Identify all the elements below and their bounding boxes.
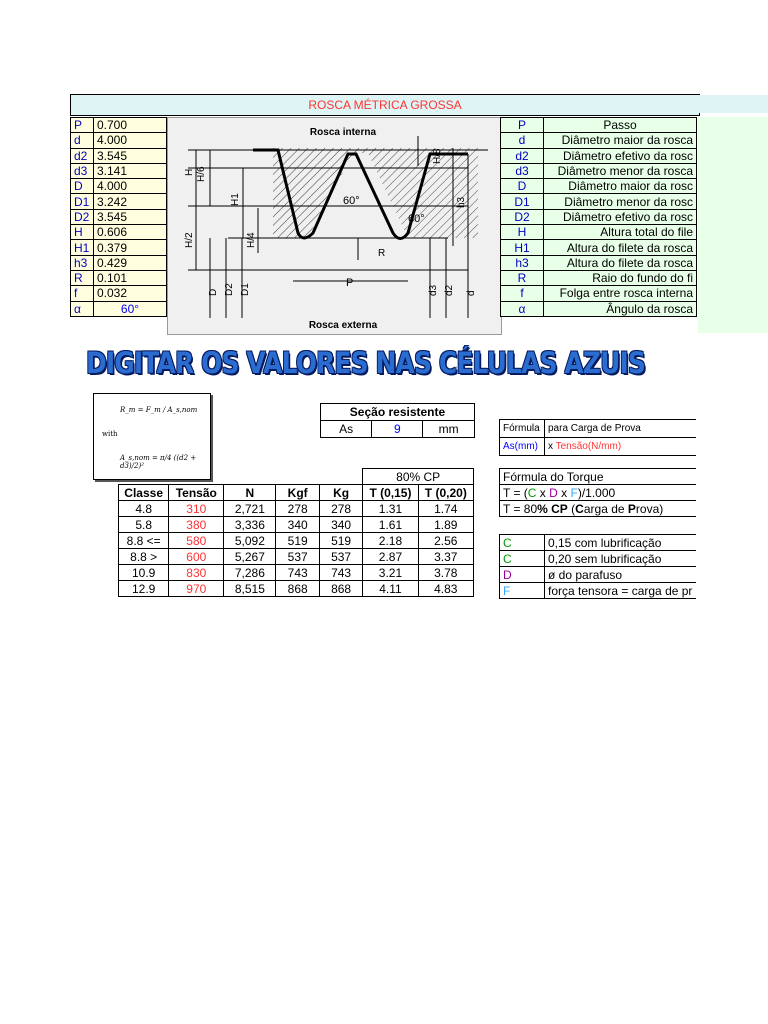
- table-cell: 519: [319, 533, 362, 549]
- table-cell: 5,267: [224, 549, 276, 565]
- table-cell: 10.9: [119, 565, 169, 581]
- dim-d2-label: d2: [444, 284, 455, 296]
- descriptions-table: [500, 117, 697, 317]
- param-value: 0.700: [94, 118, 167, 133]
- table-cell: 600: [169, 549, 224, 565]
- param-symbol: D2: [71, 209, 94, 224]
- formula-line-1: R_m = F_m / A_s,nom: [120, 406, 198, 414]
- angle-label: 60°: [343, 195, 360, 207]
- param-symbol: f: [71, 286, 94, 301]
- column-header: Classe: [119, 485, 169, 501]
- table-cell: 5,092: [224, 533, 276, 549]
- description-text: Diâmetro menor da rosca: [544, 163, 697, 178]
- table-cell: 5.8: [119, 517, 169, 533]
- param-row: [71, 118, 167, 133]
- param-symbol: D1: [71, 194, 94, 209]
- dim-H-label: H: [184, 168, 195, 176]
- class-table: [118, 468, 474, 597]
- descriptions-extension: [698, 117, 768, 333]
- table-row: [119, 501, 474, 517]
- description-text: Diâmetro efetivo da rosc: [544, 209, 697, 224]
- description-row: [501, 225, 697, 240]
- legend-row: [500, 535, 697, 551]
- table-cell: 1.74: [418, 501, 473, 517]
- legend-text: 0,15 com lubrificação: [545, 535, 697, 551]
- table-cell: 2.56: [418, 533, 473, 549]
- table-cell: 340: [319, 517, 362, 533]
- table-cell: 2.18: [363, 533, 418, 549]
- dim-D2-label: D2: [224, 283, 235, 296]
- column-header: Tensão: [169, 485, 224, 501]
- param-value: 4.000: [94, 179, 167, 194]
- table-cell: 4.8: [119, 501, 169, 517]
- description-symbol: d2: [501, 148, 544, 163]
- dim-D-label: D: [208, 288, 219, 296]
- table-cell: 2,721: [224, 501, 276, 517]
- table-cell: 868: [276, 581, 319, 597]
- torque-table: [499, 468, 696, 517]
- description-text: Altura do filete da rosca: [544, 255, 697, 270]
- table-row: [119, 581, 474, 597]
- param-symbol: α: [71, 301, 94, 316]
- description-row: [501, 118, 697, 133]
- param-value: 0.032: [94, 286, 167, 301]
- param-value: 0.379: [94, 240, 167, 255]
- table-cell: 278: [319, 501, 362, 517]
- table-cell: 1.89: [418, 517, 473, 533]
- legend-symbol: F: [500, 583, 545, 599]
- table-cell: 8.8 <=: [119, 533, 169, 549]
- torque-formula-1: T = (C x D x F)/1.000: [500, 485, 697, 501]
- torque-legend-table: [499, 534, 696, 599]
- description-row: [501, 301, 697, 316]
- dim-H6-label: H/6: [196, 166, 207, 182]
- column-header: T (0,20): [418, 485, 473, 501]
- cp-header: 80% CP: [363, 469, 474, 485]
- column-header: Kgf: [276, 485, 319, 501]
- table-cell: 8,515: [224, 581, 276, 597]
- column-header: T (0,15): [363, 485, 418, 501]
- description-text: Altura do filete da rosca: [544, 240, 697, 255]
- table-row: [119, 549, 474, 565]
- description-symbol: d3: [501, 163, 544, 178]
- legend-symbol: C: [500, 535, 545, 551]
- table-cell: 278: [276, 501, 319, 517]
- description-row: [501, 209, 697, 224]
- description-symbol: H1: [501, 240, 544, 255]
- description-row: [501, 148, 697, 163]
- param-symbol: H1: [71, 240, 94, 255]
- description-row: [501, 133, 697, 148]
- thread-diagram: [167, 117, 502, 335]
- dim-H1-label: H1: [230, 193, 241, 206]
- description-symbol: f: [501, 286, 544, 301]
- description-text: Diâmetro menor da rosc: [544, 194, 697, 209]
- table-cell: 1.31: [363, 501, 418, 517]
- legend-row: [500, 567, 697, 583]
- table-cell: 8.8 >: [119, 549, 169, 565]
- dim-H8-label: H/8: [432, 148, 443, 164]
- angle-label-2: 60°: [408, 213, 425, 225]
- secao-unit: mm: [423, 421, 475, 438]
- description-symbol: h3: [501, 255, 544, 270]
- table-cell: 830: [169, 565, 224, 581]
- description-symbol: H: [501, 225, 544, 240]
- description-symbol: R: [501, 270, 544, 285]
- table-cell: 2.87: [363, 549, 418, 565]
- instruction-headline: DIGITAR OS VALORES NAS CÉLULAS AZUIS: [86, 346, 646, 380]
- formula-image: [93, 393, 211, 480]
- description-row: [501, 163, 697, 178]
- param-symbol: h3: [71, 255, 94, 270]
- formula-with: with: [102, 430, 118, 438]
- table-cell: 537: [319, 549, 362, 565]
- param-value: 3.545: [94, 209, 167, 224]
- param-row: [71, 286, 167, 301]
- dim-H4-label: H/4: [246, 232, 257, 248]
- param-value[interactable]: 60°: [94, 301, 167, 316]
- description-symbol: P: [501, 118, 544, 133]
- legend-text: 0,20 sem lubrificação: [545, 551, 697, 567]
- table-cell: 868: [319, 581, 362, 597]
- description-row: [501, 255, 697, 270]
- description-row: [501, 270, 697, 285]
- param-row: [71, 270, 167, 285]
- table-cell: 3.37: [418, 549, 473, 565]
- param-row: [71, 301, 167, 316]
- torque-title: Fórmula do Torque: [500, 469, 697, 485]
- param-symbol: d2: [71, 148, 94, 163]
- description-text: Altura total do file: [544, 225, 697, 240]
- table-cell: 7,286: [224, 565, 276, 581]
- class-table-header: [119, 485, 474, 501]
- legend-row: [500, 551, 697, 567]
- carga-tensao: Tensão(N/mm): [555, 440, 622, 452]
- table-row: [119, 565, 474, 581]
- param-value: 3.141: [94, 163, 167, 178]
- description-text: Raio do fundo do fi: [544, 270, 697, 285]
- param-symbol: P: [71, 118, 94, 133]
- param-symbol: d: [71, 133, 94, 148]
- table-cell: 3.78: [418, 565, 473, 581]
- description-text: Folga entre rosca interna: [544, 286, 697, 301]
- table-cell: 537: [276, 549, 319, 565]
- param-value: 0.101: [94, 270, 167, 285]
- column-header: Kg: [319, 485, 362, 501]
- pitch-label: P: [346, 277, 354, 289]
- table-cell: 4.83: [418, 581, 473, 597]
- table-row: [119, 533, 474, 549]
- description-row: [501, 240, 697, 255]
- param-row: [71, 148, 167, 163]
- table-cell: 4.11: [363, 581, 418, 597]
- carga-x: x: [548, 440, 553, 452]
- param-row: [71, 163, 167, 178]
- sheet-title: ROSCA MÉTRICA GROSSA: [70, 94, 700, 116]
- dim-D1-label: D1: [240, 283, 251, 296]
- table-cell: 380: [169, 517, 224, 533]
- table-row: [119, 517, 474, 533]
- description-symbol: D1: [501, 194, 544, 209]
- table-cell: 580: [169, 533, 224, 549]
- secao-value[interactable]: 9: [372, 421, 423, 438]
- table-cell: 519: [276, 533, 319, 549]
- table-cell: 743: [276, 565, 319, 581]
- description-text: Diâmetro maior da rosca: [544, 133, 697, 148]
- description-symbol: d: [501, 133, 544, 148]
- param-value: 0.606: [94, 225, 167, 240]
- diagram-bottom-label: Rosca externa: [308, 320, 378, 331]
- carga-prova-table: [499, 419, 696, 456]
- param-value: 3.242: [94, 194, 167, 209]
- description-row: [501, 194, 697, 209]
- table-cell: 3,336: [224, 517, 276, 533]
- description-text: Ângulo da rosca: [544, 301, 697, 316]
- dim-R-label: R: [378, 248, 386, 259]
- param-row: [71, 255, 167, 270]
- description-symbol: D: [501, 179, 544, 194]
- table-cell: 970: [169, 581, 224, 597]
- table-cell: 743: [319, 565, 362, 581]
- legend-symbol: C: [500, 551, 545, 567]
- secao-resistente-table: [320, 403, 475, 438]
- table-cell: 3.21: [363, 565, 418, 581]
- param-row: [71, 209, 167, 224]
- diagram-top-label: Rosca interna: [309, 127, 377, 138]
- carga-formula-text: para Carga de Prova: [545, 420, 697, 438]
- table-cell: 340: [276, 517, 319, 533]
- table-cell: 1.61: [363, 517, 418, 533]
- dim-H2-label: H/2: [184, 232, 195, 248]
- param-value: 0.429: [94, 255, 167, 270]
- dim-h3-label: h3: [456, 196, 467, 208]
- legend-text: ø do parafuso: [545, 567, 697, 583]
- param-symbol: D: [71, 179, 94, 194]
- legend-row: [500, 583, 697, 599]
- param-symbol: R: [71, 270, 94, 285]
- param-row: [71, 240, 167, 255]
- param-row: [71, 194, 167, 209]
- table-cell: 12.9: [119, 581, 169, 597]
- description-text: Diâmetro efetivo da rosc: [544, 148, 697, 163]
- torque-formula-2: T = 80% CP (Carga de Prova): [500, 501, 697, 517]
- parameters-table: [70, 117, 167, 317]
- description-symbol: α: [501, 301, 544, 316]
- legend-text: força tensora = carga de pr: [545, 583, 697, 599]
- title-extension: [699, 95, 768, 113]
- table-cell: 310: [169, 501, 224, 517]
- description-row: [501, 179, 697, 194]
- param-value: 4.000: [94, 133, 167, 148]
- param-symbol: d3: [71, 163, 94, 178]
- formula-line-2: A_s,nom = π/4 ((d2 + d3)/2)²: [120, 454, 197, 470]
- param-row: [71, 133, 167, 148]
- param-row: [71, 225, 167, 240]
- description-text: Passo: [544, 118, 697, 133]
- secao-label: As: [321, 421, 372, 438]
- description-text: Diâmetro maior da rosc: [544, 179, 697, 194]
- param-symbol: H: [71, 225, 94, 240]
- carga-formula-label: Fórmula: [500, 420, 545, 438]
- param-row: [71, 179, 167, 194]
- description-row: [501, 286, 697, 301]
- param-value: 3.545: [94, 148, 167, 163]
- carga-as: As(mm): [500, 438, 545, 456]
- dim-d-label: d: [466, 290, 477, 296]
- description-symbol: D2: [501, 209, 544, 224]
- column-header: N: [224, 485, 276, 501]
- secao-title: Seção resistente: [321, 404, 475, 421]
- dim-d3-label: d3: [428, 284, 439, 296]
- thread-profile-svg: [168, 118, 501, 334]
- legend-symbol: D: [500, 567, 545, 583]
